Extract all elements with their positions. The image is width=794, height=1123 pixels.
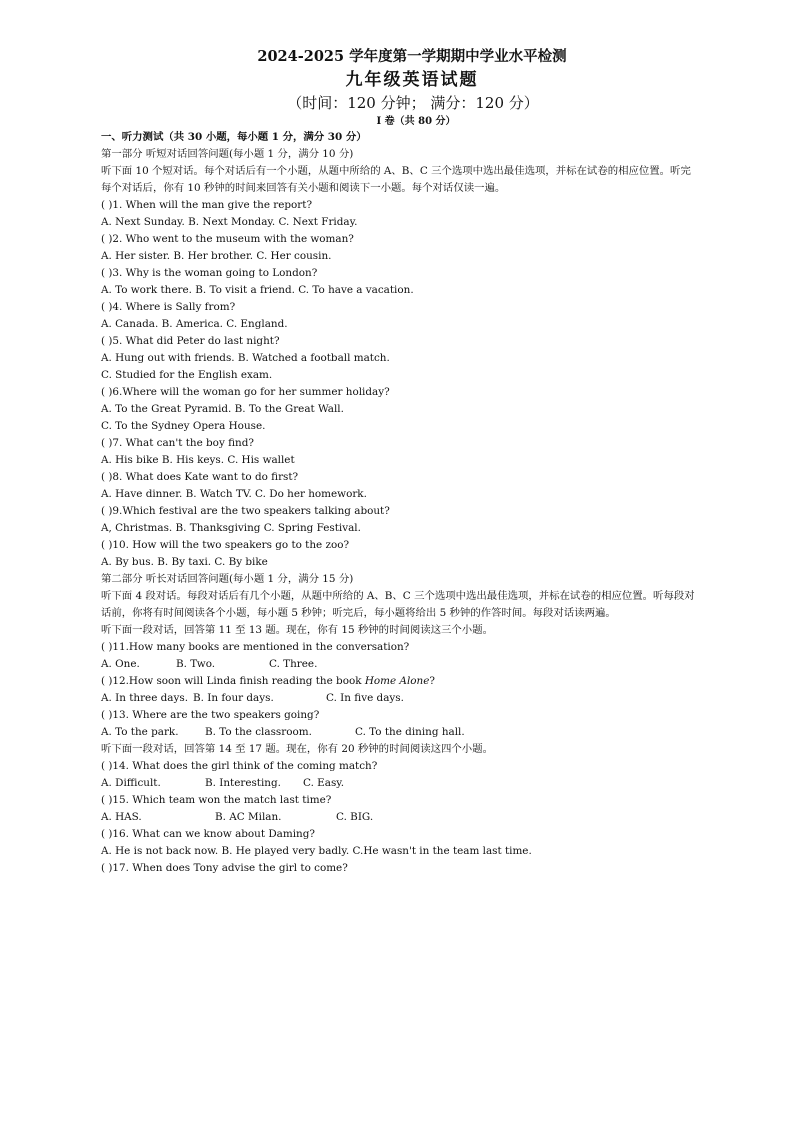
question-16-options: A. He is not back now. B. He played very badly. C.He wasn't in the team last time.: [101, 845, 532, 857]
question-1-options: A. Next Sunday. B. Next Monday. C. Next Friday.: [101, 216, 358, 228]
question-17: ( )17. When does Tony advise the girl to come?: [101, 862, 348, 874]
question-9-options: A, Christmas. B. Thanksgiving C. Spring Festival.: [101, 522, 361, 534]
question-14-options: [101, 775, 701, 792]
option-b: B. Interesting.: [205, 777, 281, 789]
question-15-options: [101, 809, 701, 826]
option-c: C. BIG.: [336, 811, 374, 823]
question-7: ( )7. What can't the boy find?: [101, 437, 254, 449]
part1-instructions: 听下面 10 个短对话。每个对话后有一个小题，从题中所给的 A、B、C 三个选项中选出最佳选项，并标在试卷的相应位置。听完每个对话后，你有 10 秒钟的时间来回答有关小题和阅读下一小题。每个对话仅读一遍。: [101, 165, 691, 194]
option-b: B. In four days.: [193, 692, 274, 704]
option-c: C. In five days.: [326, 692, 404, 704]
question-12-text: ( )12.How soon will Linda finish reading the book: [101, 675, 365, 687]
question-11: ( )11.How many books are mentioned in the conversation?: [101, 641, 410, 653]
option-a: A. HAS.: [101, 811, 142, 823]
question-12-mark: ?: [429, 675, 435, 687]
option-a: A. One.: [101, 658, 140, 670]
exam-page: [101, 46, 701, 877]
question-10: ( )10. How will the two speakers go to the zoo?: [101, 539, 350, 551]
question-6-options-a: A. To the Great Pyramid. B. To the Great Wall.: [101, 403, 344, 415]
dialog2-intro: 听下面一段对话，回答第 14 至 17 题。现在，你有 20 秒钟的时间阅读这四个小题。: [101, 743, 493, 755]
question-12-options: [101, 690, 701, 707]
question-5-options-a: A. Hung out with friends. B. Watched a football match.: [101, 352, 390, 364]
question-6: ( )6.Where will the woman go for her summer holiday?: [101, 386, 390, 398]
option-a: A. In three days.: [101, 692, 188, 704]
option-b: B. AC Milan.: [215, 811, 282, 823]
option-c: C. Three.: [269, 658, 318, 670]
question-8-options: A. Have dinner. B. Watch TV. C. Do her homework.: [101, 488, 367, 500]
question-12: [101, 673, 701, 690]
volume-label: I 卷（共 80 分）: [376, 116, 456, 127]
question-5: ( )5. What did Peter do last night?: [101, 335, 280, 347]
question-9: ( )9.Which festival are the two speakers talking about?: [101, 505, 390, 517]
exam-subject: 九年级英语试题: [345, 70, 479, 90]
question-13-options: [101, 724, 701, 741]
exam-timing: （时间：120 分钟； 满分：120 分）: [287, 94, 539, 112]
part2-title: 第二部分 听长对话回答问题(每小题 1 分，满分 15 分): [101, 573, 354, 585]
option-b: B. To the classroom.: [205, 726, 312, 738]
question-2-options: A. Her sister. B. Her brother. C. Her cousin.: [101, 250, 332, 262]
question-15: ( )15. Which team won the match last time?: [101, 794, 332, 806]
option-c: C. Easy.: [303, 777, 345, 789]
section-heading: 一、听力测试（共 30 小题，每小题 1 分，满分 30 分）: [101, 131, 367, 143]
question-10-options: A. By bus. B. By taxi. C. By bike: [101, 556, 268, 568]
book-title: Home Alone: [364, 675, 430, 687]
option-a: A. To the park.: [101, 726, 179, 738]
question-14: ( )14. What does the girl think of the coming match?: [101, 760, 378, 772]
question-4-options: A. Canada. B. America. C. England.: [101, 318, 288, 330]
question-11-options: [101, 656, 701, 673]
question-13: ( )13. Where are the two speakers going?: [101, 709, 320, 721]
question-7-options: A. His bike B. His keys. C. His wallet: [101, 454, 295, 466]
question-3-options: A. To work there. B. To visit a friend. C. To have a vacation.: [101, 284, 414, 296]
option-c: C. To the dining hall.: [355, 726, 465, 738]
dialog1-intro: 听下面一段对话，回答第 11 至 13 题。现在，你有 15 秒钟的时间阅读这三个小题。: [101, 624, 493, 636]
option-a: A. Difficult.: [101, 777, 161, 789]
part2-instructions: 听下面 4 段对话。每段对话后有几个小题，从题中所给的 A、B、C 三个选项中选出最佳选项，并标在试卷的相应位置。听每段对话前，你将有时间阅读各个小题，每小题 5 秒钟；听完后，每小题将给出 5 秒钟的作答时间。每段对话读两遍。: [101, 590, 695, 619]
question-4: ( )4. Where is Sally from?: [101, 301, 236, 313]
option-b: B. Two.: [176, 658, 216, 670]
question-1: ( )1. When will the man give the report?: [101, 199, 313, 211]
question-5-options-b: C. Studied for the English exam.: [101, 369, 273, 381]
exam-title: 2024-2025 学年度第一学期期中学业水平检测: [257, 48, 567, 65]
question-16: ( )16. What can we know about Daming?: [101, 828, 315, 840]
question-8: ( )8. What does Kate want to do first?: [101, 471, 299, 483]
question-6-options-b: C. To the Sydney Opera House.: [101, 420, 266, 432]
question-3: ( )3. Why is the woman going to London?: [101, 267, 318, 279]
part1-title: 第一部分 听短对话回答问题(每小题 1 分，满分 10 分): [101, 148, 354, 160]
question-2: ( )2. Who went to the museum with the woman?: [101, 233, 354, 245]
